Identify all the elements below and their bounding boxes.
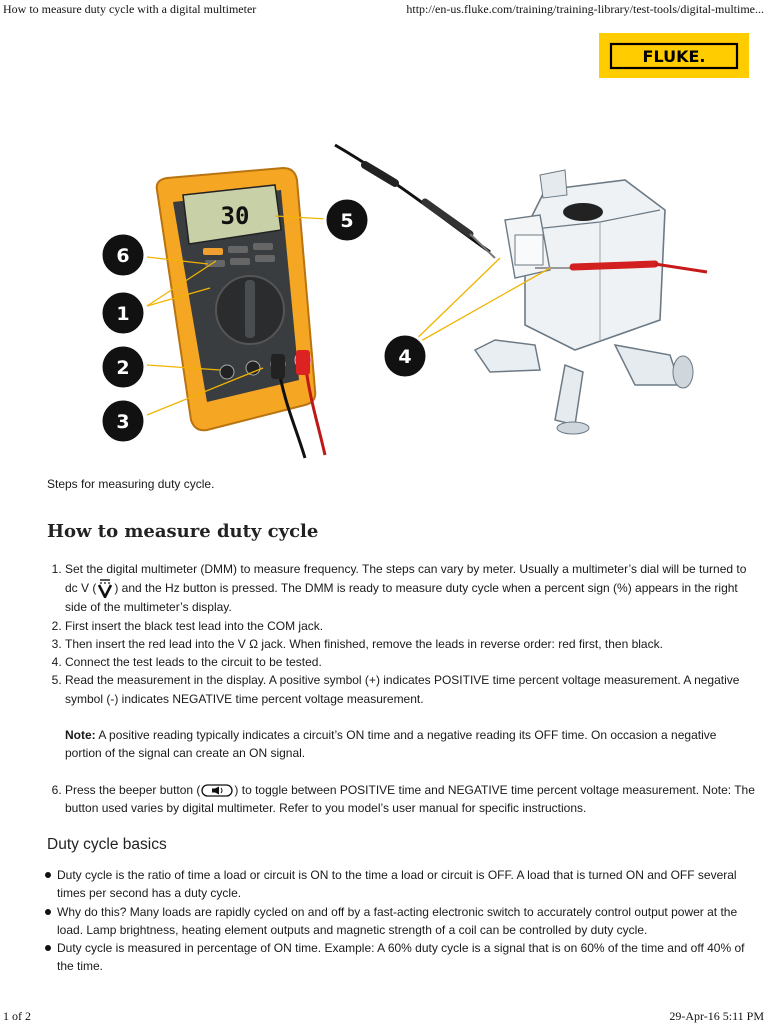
fluke-logo[interactable] <box>599 33 749 78</box>
callout-6 <box>101 233 145 277</box>
multimeter <box>157 168 316 430</box>
basics-item: Duty cycle is measured in percentage of ON time. Example: A 60% duty cycle is a signal that is on 60% of the time and off 40% of the time. <box>57 939 757 976</box>
page-header-url[interactable]: http://en-us.fluke.com/training/training-library/test-tools/digital-multime... <box>406 2 764 16</box>
callout-1 <box>101 291 145 335</box>
figure-caption: Steps for measuring duty cycle. <box>47 477 215 491</box>
svg-text:6: 6 <box>116 245 130 267</box>
step-item: 4. Connect the test leads to the circuit to be tested. <box>65 653 755 671</box>
logo-text: FLUKE. <box>642 46 706 66</box>
multimeter-illustration <box>95 140 720 465</box>
callout-5 <box>325 198 369 242</box>
dc-volts-icon <box>97 578 113 598</box>
article-heading: How to measure duty cycle <box>47 521 319 542</box>
solenoid-valve <box>475 170 693 434</box>
svg-text:1: 1 <box>116 303 130 325</box>
duty-cycle-basics-heading: Duty cycle basics <box>47 836 167 853</box>
svg-text:2: 2 <box>116 357 130 379</box>
fluke-logo-mark <box>609 41 739 71</box>
print-datetime: 29-Apr-16 5:11 PM <box>669 1009 764 1023</box>
step-item: 2. First insert the black test lead into the COM jack. <box>65 617 755 635</box>
page-header-title: How to measure duty cycle with a digital multimeter <box>3 2 257 16</box>
basics-item: Why do this? Many loads are rapidly cycled on and off by a fast-acting electronic switch to accurately control output power at the load. Lamp brightness, heating element outputs and magnetic strength of a coil can be controlled by duty cycle. <box>57 903 757 940</box>
svg-text:4: 4 <box>398 346 412 368</box>
page-number: 1 of 2 <box>3 1009 31 1023</box>
svg-text:5: 5 <box>340 210 354 232</box>
callout-2 <box>101 345 145 389</box>
basics-item: Duty cycle is the ratio of time a load or circuit is ON to the time a load or circuit is OFF. A load that is turned ON and OFF several times per second has a duty cycle. <box>57 866 757 903</box>
steps-list <box>47 560 755 817</box>
svg-text:3: 3 <box>116 411 130 433</box>
basics-list <box>40 866 757 976</box>
callout-3 <box>101 399 145 443</box>
step-item: 3. Then insert the red lead into the V Ω jack. When finished, remove the leads in reverse order: red first, then black. <box>65 635 755 653</box>
callout-4 <box>383 334 427 378</box>
beeper-button-icon <box>201 784 233 797</box>
lcd-value: 30 <box>220 202 250 230</box>
step-item: 5. Read the measurement in the display. A positive symbol (+) indicates POSITIVE time percent voltage measurement. A negative symbol (-) indicates NEGATIVE time percent voltage measurement. Note: A positive reading typically indicates a circuit’s ON time and a negative reading its OFF time. On occasion a negative portion of the signal can create an ON signal. <box>65 671 755 762</box>
step-item: 6. Press the beeper button ( ) to toggle between POSITIVE time and NEGATIVE time percent voltage measurement. Note: The button used varies by digital multimeter. Refer to you model’s user manual for specific instructions. <box>65 781 755 818</box>
step-item: 1. Set the digital multimeter (DMM) to measure frequency. The steps can vary by meter. Usually a multimeter’s dial will be turned to dc V ( ) and the Hz button is pressed. The DMM is ready to measure duty cycle when a percent sign (%) appears in the right side of the multimeter’s display. <box>65 560 755 617</box>
note: Note: A positive reading typically indicates a circuit’s ON time and a negative reading its OFF time. On occasion a negative portion of the signal can create an ON signal. <box>65 728 717 761</box>
